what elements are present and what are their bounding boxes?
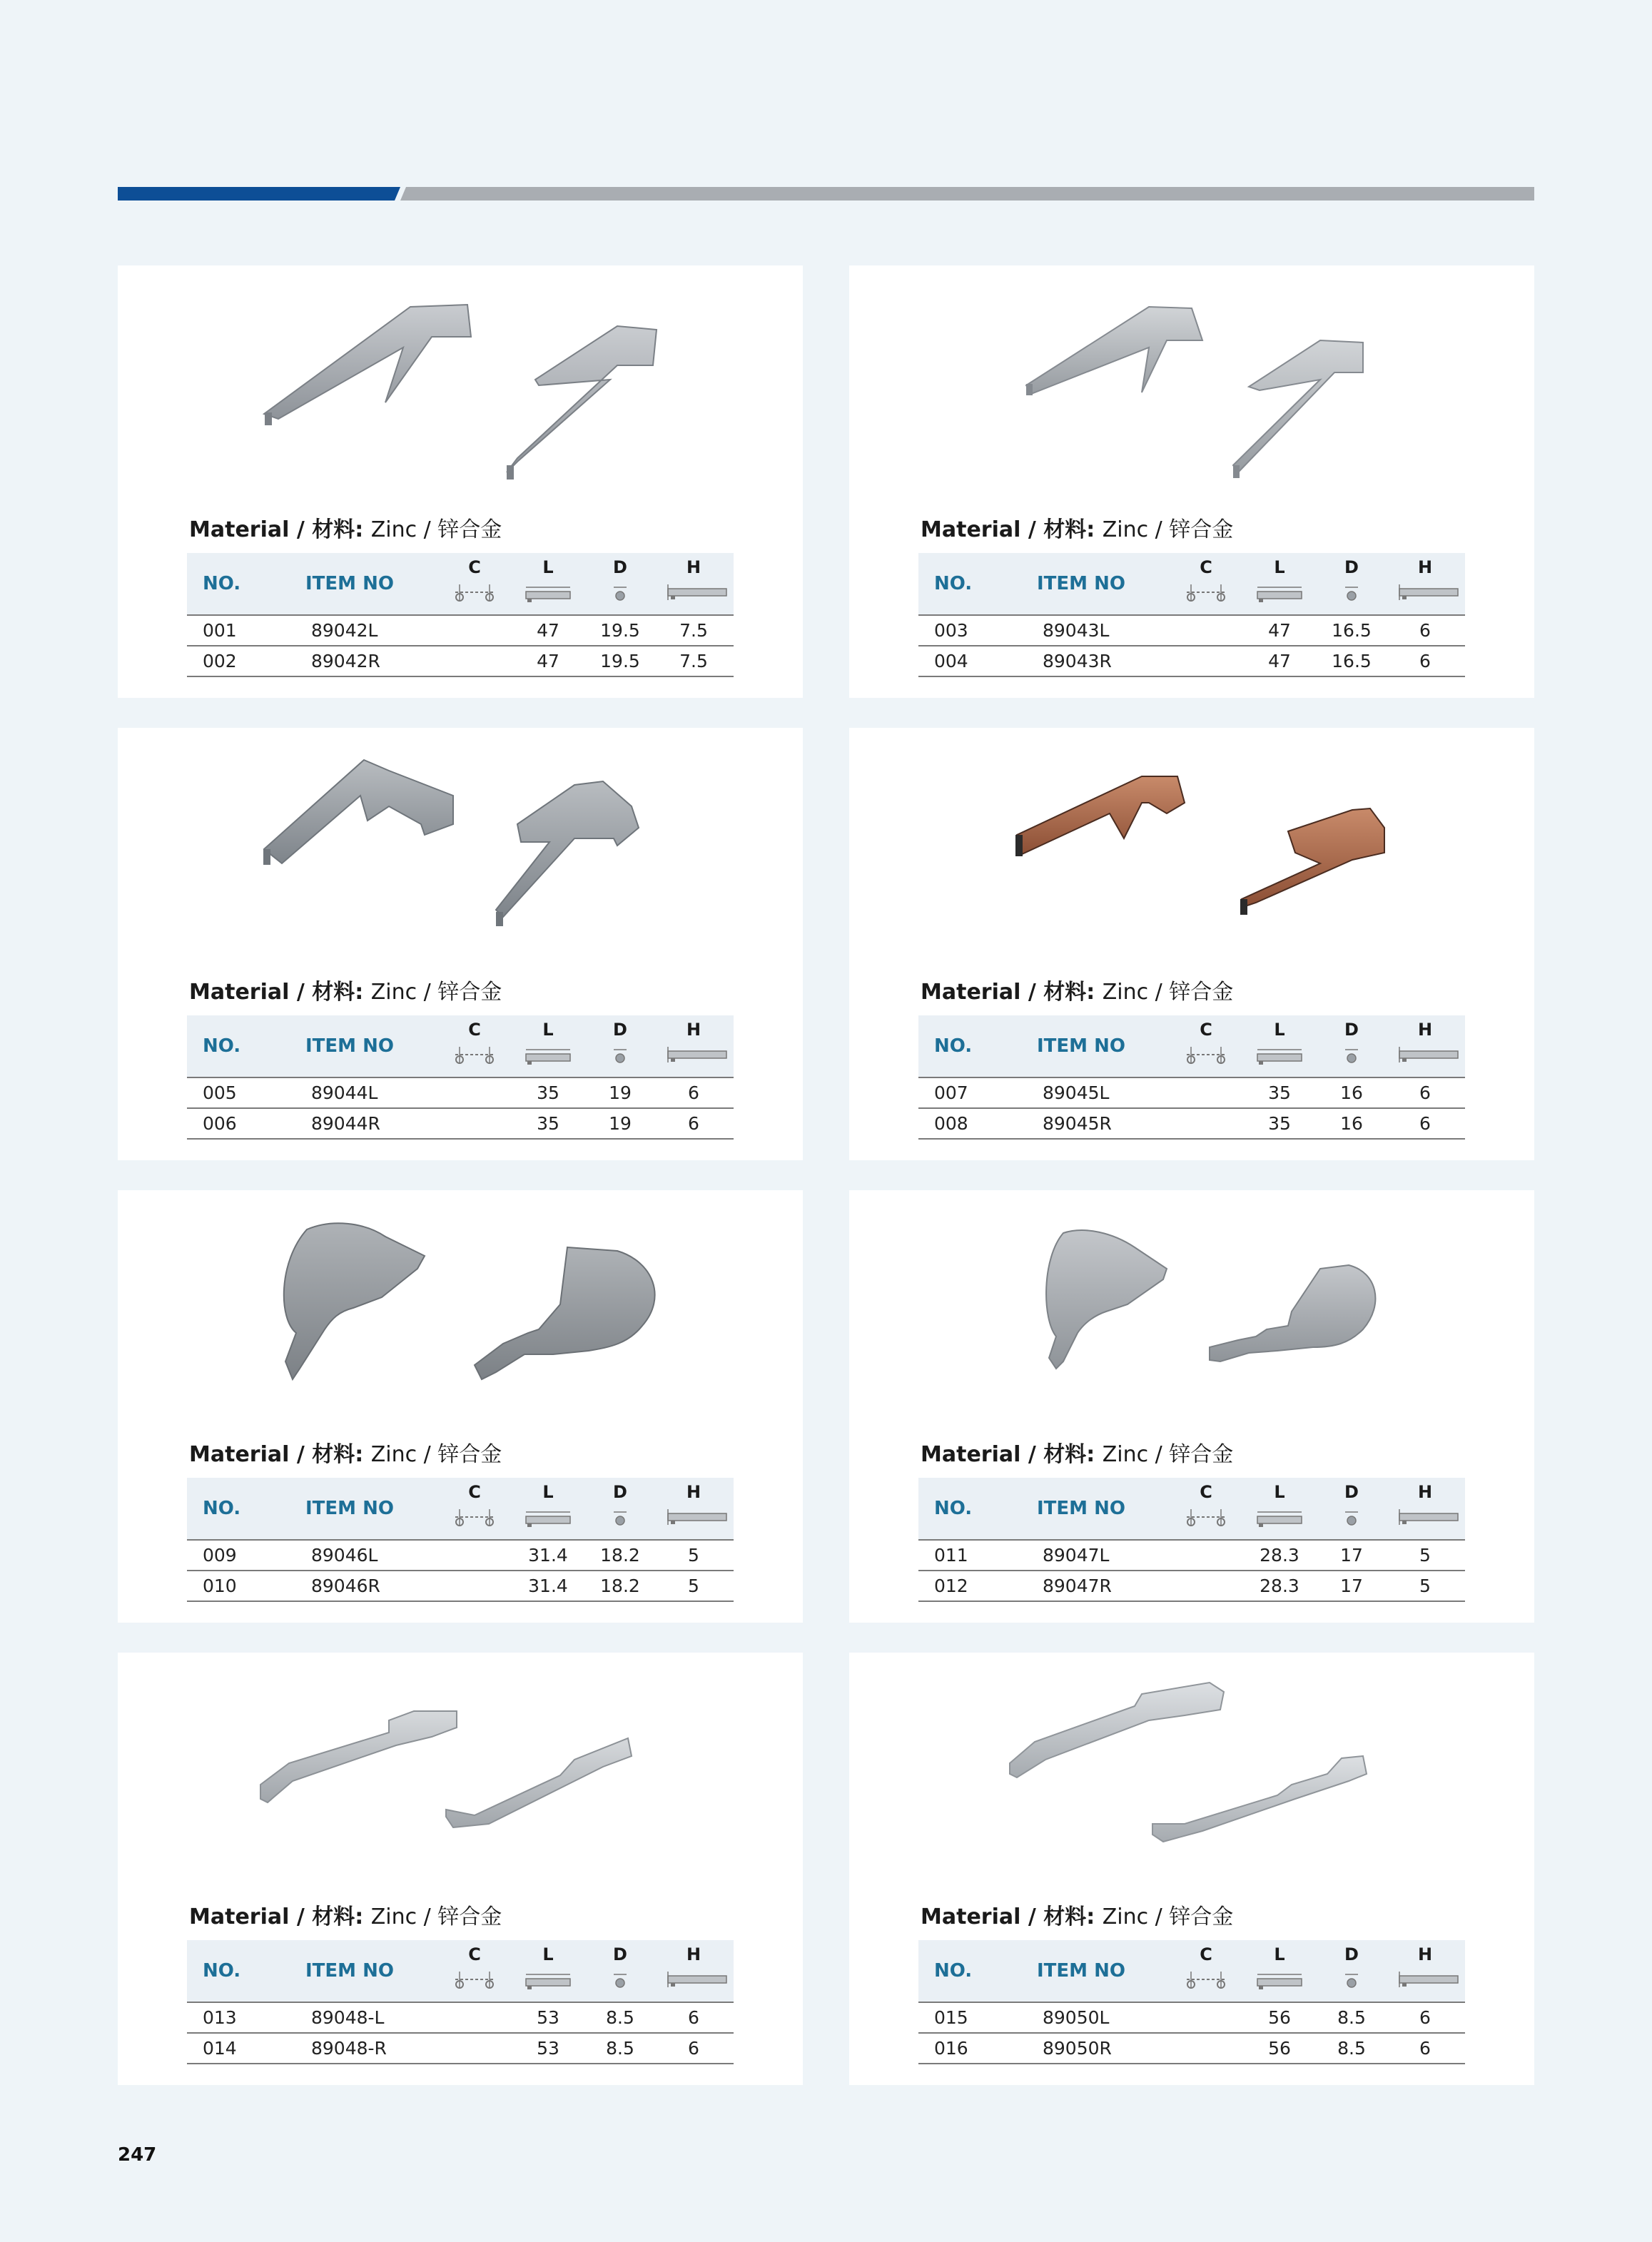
header-h	[665, 557, 722, 603]
cell-h: 6	[1419, 651, 1431, 671]
height-icon	[665, 582, 729, 603]
header-d-label: D	[1344, 1944, 1359, 1964]
header-h-label: H	[686, 1944, 701, 1964]
cell-l: 47	[1268, 651, 1291, 671]
product-image	[118, 728, 803, 992]
cell-d: 17	[1340, 1576, 1363, 1596]
header-c-label: C	[1200, 557, 1212, 577]
cell-d: 18.2	[600, 1576, 640, 1596]
header-item-no: ITEM NO	[1037, 1498, 1125, 1519]
cell-item: 89045R	[1043, 1113, 1112, 1134]
header-c	[1177, 1020, 1235, 1065]
cell-d: 16	[1340, 1082, 1363, 1103]
length-icon	[523, 1969, 573, 1990]
material-value: Zinc / 锌合金	[1102, 517, 1234, 542]
center-distance-icon	[450, 1506, 500, 1528]
page-number: 247	[118, 2144, 157, 2166]
cell-h: 6	[688, 1082, 699, 1103]
depth-icon	[1327, 582, 1377, 603]
header-l	[520, 1482, 577, 1528]
depth-icon	[595, 1044, 645, 1065]
header-item-no: ITEM NO	[1037, 1035, 1125, 1057]
material-label: Material / 材料	[921, 1442, 1087, 1467]
header-c	[446, 1020, 503, 1065]
cell-item: 89045L	[1043, 1082, 1110, 1103]
material-info: Material / 材料: Zinc / 锌合金	[189, 1904, 502, 1929]
material-value: Zinc / 锌合金	[1102, 980, 1234, 1005]
product-image	[118, 1190, 803, 1454]
header-d	[1323, 1020, 1380, 1065]
header-c	[1177, 1944, 1235, 1990]
cell-l: 53	[537, 2038, 559, 2059]
cell-l: 47	[537, 620, 559, 641]
spec-table	[918, 1015, 1465, 1140]
cell-item: 89050L	[1043, 2007, 1110, 2028]
header-d	[592, 1944, 649, 1990]
cell-l: 31.4	[528, 1545, 568, 1566]
product-image	[849, 728, 1534, 992]
header-h	[1397, 557, 1454, 603]
cell-d: 8.5	[606, 2038, 634, 2059]
header-h-label: H	[686, 1482, 701, 1502]
cell-l: 47	[537, 651, 559, 671]
cell-no: 010	[203, 1576, 237, 1596]
height-icon	[665, 1506, 729, 1528]
product-image	[849, 1190, 1534, 1454]
depth-icon	[1327, 1969, 1377, 1990]
cell-d: 8.5	[1337, 2038, 1366, 2059]
cell-h: 6	[1419, 2038, 1431, 2059]
header-no: NO.	[934, 1498, 973, 1519]
header-item-no: ITEM NO	[1037, 573, 1125, 594]
product-image	[849, 1653, 1534, 1917]
header-item-no: ITEM NO	[305, 1960, 394, 1982]
header-h-label: H	[686, 557, 701, 577]
header-l	[1251, 1944, 1308, 1990]
height-icon	[1397, 1506, 1461, 1528]
header-c	[1177, 557, 1235, 603]
cell-item: 89050R	[1043, 2038, 1112, 2059]
table-header	[918, 1015, 1465, 1078]
cell-item: 89043R	[1043, 651, 1112, 671]
product-card	[118, 1653, 803, 2085]
table-row	[187, 1078, 734, 1109]
header-item-no: ITEM NO	[305, 1035, 394, 1057]
header-c	[446, 557, 503, 603]
header-c	[446, 1944, 503, 1990]
header-l-label: L	[542, 1482, 554, 1502]
cell-l: 28.3	[1260, 1576, 1299, 1596]
material-value: Zinc / 锌合金	[370, 980, 502, 1005]
header-l-label: L	[1274, 1020, 1285, 1040]
table-header	[187, 1940, 734, 2003]
cell-h: 6	[1419, 620, 1431, 641]
cell-no: 009	[203, 1545, 237, 1566]
table-header	[187, 553, 734, 616]
table-header	[918, 1940, 1465, 2003]
cell-d: 16	[1340, 1113, 1363, 1134]
cell-item: 89048-L	[311, 2007, 385, 2028]
header-d-label: D	[1344, 557, 1359, 577]
cell-d: 19.5	[600, 620, 640, 641]
product-card	[118, 728, 803, 1160]
header-h	[665, 1944, 722, 1990]
spec-table	[187, 553, 734, 677]
spec-table	[187, 1940, 734, 2064]
header-c	[446, 1482, 503, 1528]
center-distance-icon	[1181, 1969, 1231, 1990]
cell-h: 6	[1419, 1082, 1431, 1103]
height-icon	[665, 1044, 729, 1065]
material-label: Material / 材料	[921, 517, 1087, 542]
table-row	[187, 616, 734, 646]
header-l-label: L	[1274, 1482, 1285, 1502]
header-item-no: ITEM NO	[1037, 1960, 1125, 1982]
material-label: Material / 材料	[189, 1442, 355, 1467]
material-value: Zinc / 锌合金	[370, 1904, 502, 1929]
cell-d: 19.5	[600, 651, 640, 671]
cell-l: 35	[537, 1082, 559, 1103]
header-no: NO.	[203, 1960, 241, 1982]
header-bar	[118, 187, 1534, 201]
depth-icon	[595, 1969, 645, 1990]
depth-icon	[1327, 1506, 1377, 1528]
header-h	[1397, 1020, 1454, 1065]
header-d-label: D	[613, 1944, 627, 1964]
header-h	[665, 1020, 722, 1065]
header-d	[1323, 1944, 1380, 1990]
header-h-label: H	[1417, 1020, 1433, 1040]
header-l	[520, 1944, 577, 1990]
cell-no: 002	[203, 651, 237, 671]
spec-table	[187, 1478, 734, 1602]
depth-icon	[595, 582, 645, 603]
header-no: NO.	[934, 1035, 973, 1057]
table-row	[918, 1078, 1465, 1109]
material-info: Material / 材料: Zinc / 锌合金	[189, 1442, 502, 1467]
header-c-label: C	[468, 1482, 481, 1502]
cell-item: 89042R	[311, 651, 380, 671]
length-icon	[523, 1044, 573, 1065]
header-c-label: C	[1200, 1482, 1212, 1502]
spec-table	[187, 1015, 734, 1140]
cell-d: 17	[1340, 1545, 1363, 1566]
header-l-label: L	[542, 557, 554, 577]
table-row	[918, 1541, 1465, 1571]
height-icon	[665, 1969, 729, 1990]
spec-table	[918, 1940, 1465, 2064]
cell-h: 5	[688, 1576, 699, 1596]
material-value: Zinc / 锌合金	[370, 517, 502, 542]
center-distance-icon	[450, 1969, 500, 1990]
header-no: NO.	[934, 1960, 973, 1982]
spec-table	[918, 1478, 1465, 1602]
cell-h: 7.5	[679, 620, 708, 641]
table-row	[187, 1541, 734, 1571]
cell-l: 31.4	[528, 1576, 568, 1596]
cell-h: 5	[1419, 1545, 1431, 1566]
material-info: Material / 材料: Zinc / 锌合金	[921, 1442, 1234, 1467]
header-d-label: D	[613, 557, 627, 577]
product-card	[849, 1190, 1534, 1623]
header-c-label: C	[468, 1020, 481, 1040]
header-c-label: C	[468, 1944, 481, 1964]
header-l	[1251, 557, 1308, 603]
height-icon	[1397, 582, 1461, 603]
cell-d: 16.5	[1332, 651, 1372, 671]
header-h-label: H	[686, 1020, 701, 1040]
header-h-label: H	[1417, 1944, 1433, 1964]
product-image	[849, 265, 1534, 529]
cell-h: 6	[688, 2038, 699, 2059]
table-header	[918, 1478, 1465, 1541]
cell-d: 16.5	[1332, 620, 1372, 641]
length-icon	[1255, 1044, 1304, 1065]
table-row	[918, 2034, 1465, 2064]
header-d	[592, 1020, 649, 1065]
cell-no: 008	[934, 1113, 968, 1134]
cell-item: 89044R	[311, 1113, 380, 1134]
header-l	[1251, 1482, 1308, 1528]
material-info: Material / 材料: Zinc / 锌合金	[921, 1904, 1234, 1929]
header-item-no: ITEM NO	[305, 1498, 394, 1519]
table-row	[918, 2003, 1465, 2034]
table-row	[187, 2034, 734, 2064]
product-card	[849, 728, 1534, 1160]
product-card	[849, 1653, 1534, 2085]
cell-d: 19	[609, 1113, 632, 1134]
header-c	[1177, 1482, 1235, 1528]
cell-no: 001	[203, 620, 237, 641]
length-icon	[523, 582, 573, 603]
material-info: Material / 材料: Zinc / 锌合金	[921, 980, 1234, 1005]
cell-h: 6	[688, 1113, 699, 1134]
material-label: Material / 材料	[189, 1904, 355, 1929]
center-distance-icon	[1181, 582, 1231, 603]
header-no: NO.	[203, 1498, 241, 1519]
header-l-label: L	[1274, 557, 1285, 577]
product-card	[118, 265, 803, 698]
product-image	[118, 265, 803, 529]
cell-h: 6	[1419, 2007, 1431, 2028]
header-d	[1323, 1482, 1380, 1528]
header-no: NO.	[934, 573, 973, 594]
header-d-label: D	[613, 1482, 627, 1502]
header-d-label: D	[613, 1020, 627, 1040]
table-row	[187, 2003, 734, 2034]
cell-item: 89047R	[1043, 1576, 1112, 1596]
cell-l: 35	[537, 1113, 559, 1134]
header-l	[1251, 1020, 1308, 1065]
header-h-label: H	[1417, 1482, 1433, 1502]
cell-l: 53	[537, 2007, 559, 2028]
material-info: Material / 材料: Zinc / 锌合金	[189, 980, 502, 1005]
length-icon	[1255, 582, 1304, 603]
header-c-label: C	[1200, 1944, 1212, 1964]
header-d	[592, 1482, 649, 1528]
center-distance-icon	[1181, 1506, 1231, 1528]
material-label: Material / 材料	[921, 980, 1087, 1005]
table-row	[187, 646, 734, 677]
material-info: Material / 材料: Zinc / 锌合金	[921, 517, 1234, 542]
header-no: NO.	[203, 1035, 241, 1057]
cell-no: 013	[203, 2007, 237, 2028]
spec-table	[918, 553, 1465, 677]
cell-h: 6	[1419, 1113, 1431, 1134]
depth-icon	[595, 1506, 645, 1528]
table-row	[187, 1571, 734, 1602]
product-card	[118, 1190, 803, 1623]
cell-d: 18.2	[600, 1545, 640, 1566]
cell-l: 28.3	[1260, 1545, 1299, 1566]
header-l	[520, 1020, 577, 1065]
cell-no: 012	[934, 1576, 968, 1596]
table-header	[918, 553, 1465, 616]
cell-d: 8.5	[606, 2007, 634, 2028]
cell-no: 011	[934, 1545, 968, 1566]
header-d	[592, 557, 649, 603]
cell-item: 89046R	[311, 1576, 380, 1596]
center-distance-icon	[1181, 1044, 1231, 1065]
cell-h: 7.5	[679, 651, 708, 671]
cell-no: 003	[934, 620, 968, 641]
cell-h: 6	[688, 2007, 699, 2028]
header-h	[665, 1482, 722, 1528]
cell-no: 016	[934, 2038, 968, 2059]
height-icon	[1397, 1969, 1461, 1990]
cell-item: 89044L	[311, 1082, 378, 1103]
cell-item: 89046L	[311, 1545, 378, 1566]
header-l-label: L	[542, 1944, 554, 1964]
table-row	[918, 1109, 1465, 1140]
table-row	[187, 1109, 734, 1140]
length-icon	[1255, 1969, 1304, 1990]
length-icon	[523, 1506, 573, 1528]
header-no: NO.	[203, 573, 241, 594]
cell-l: 47	[1268, 620, 1291, 641]
cell-no: 004	[934, 651, 968, 671]
material-value: Zinc / 锌合金	[1102, 1904, 1234, 1929]
cell-d: 19	[609, 1082, 632, 1103]
cell-no: 015	[934, 2007, 968, 2028]
cell-h: 5	[688, 1545, 699, 1566]
cell-h: 5	[1419, 1576, 1431, 1596]
header-h-label: H	[1417, 557, 1433, 577]
header-l-label: L	[1274, 1944, 1285, 1964]
header-d-label: D	[1344, 1482, 1359, 1502]
height-icon	[1397, 1044, 1461, 1065]
table-header	[187, 1015, 734, 1078]
header-c-label: C	[468, 557, 481, 577]
product-card	[849, 265, 1534, 698]
depth-icon	[1327, 1044, 1377, 1065]
header-c-label: C	[1200, 1020, 1212, 1040]
header-h	[1397, 1944, 1454, 1990]
center-distance-icon	[450, 1044, 500, 1065]
material-label: Material / 材料	[189, 517, 355, 542]
header-h	[1397, 1482, 1454, 1528]
material-value: Zinc / 锌合金	[370, 1442, 502, 1467]
material-info: Material / 材料: Zinc / 锌合金	[189, 517, 502, 542]
cell-no: 006	[203, 1113, 237, 1134]
cell-item: 89043L	[1043, 620, 1110, 641]
header-l	[520, 557, 577, 603]
cell-no: 005	[203, 1082, 237, 1103]
header-d-label: D	[1344, 1020, 1359, 1040]
table-row	[918, 1571, 1465, 1602]
material-label: Material / 材料	[189, 980, 355, 1005]
cell-l: 56	[1268, 2038, 1291, 2059]
cell-d: 8.5	[1337, 2007, 1366, 2028]
cell-no: 014	[203, 2038, 237, 2059]
cell-l: 35	[1268, 1113, 1291, 1134]
header-item-no: ITEM NO	[305, 573, 394, 594]
table-row	[918, 646, 1465, 677]
table-row	[918, 616, 1465, 646]
cell-item: 89042L	[311, 620, 378, 641]
table-header	[187, 1478, 734, 1541]
material-value: Zinc / 锌合金	[1102, 1442, 1234, 1467]
cell-item: 89047L	[1043, 1545, 1110, 1566]
cell-item: 89048-R	[311, 2038, 387, 2059]
header-d	[1323, 557, 1380, 603]
cell-no: 007	[934, 1082, 968, 1103]
material-label: Material / 材料	[921, 1904, 1087, 1929]
header-l-label: L	[542, 1020, 554, 1040]
cell-l: 56	[1268, 2007, 1291, 2028]
center-distance-icon	[450, 582, 500, 603]
cell-l: 35	[1268, 1082, 1291, 1103]
product-image	[118, 1653, 803, 1917]
length-icon	[1255, 1506, 1304, 1528]
